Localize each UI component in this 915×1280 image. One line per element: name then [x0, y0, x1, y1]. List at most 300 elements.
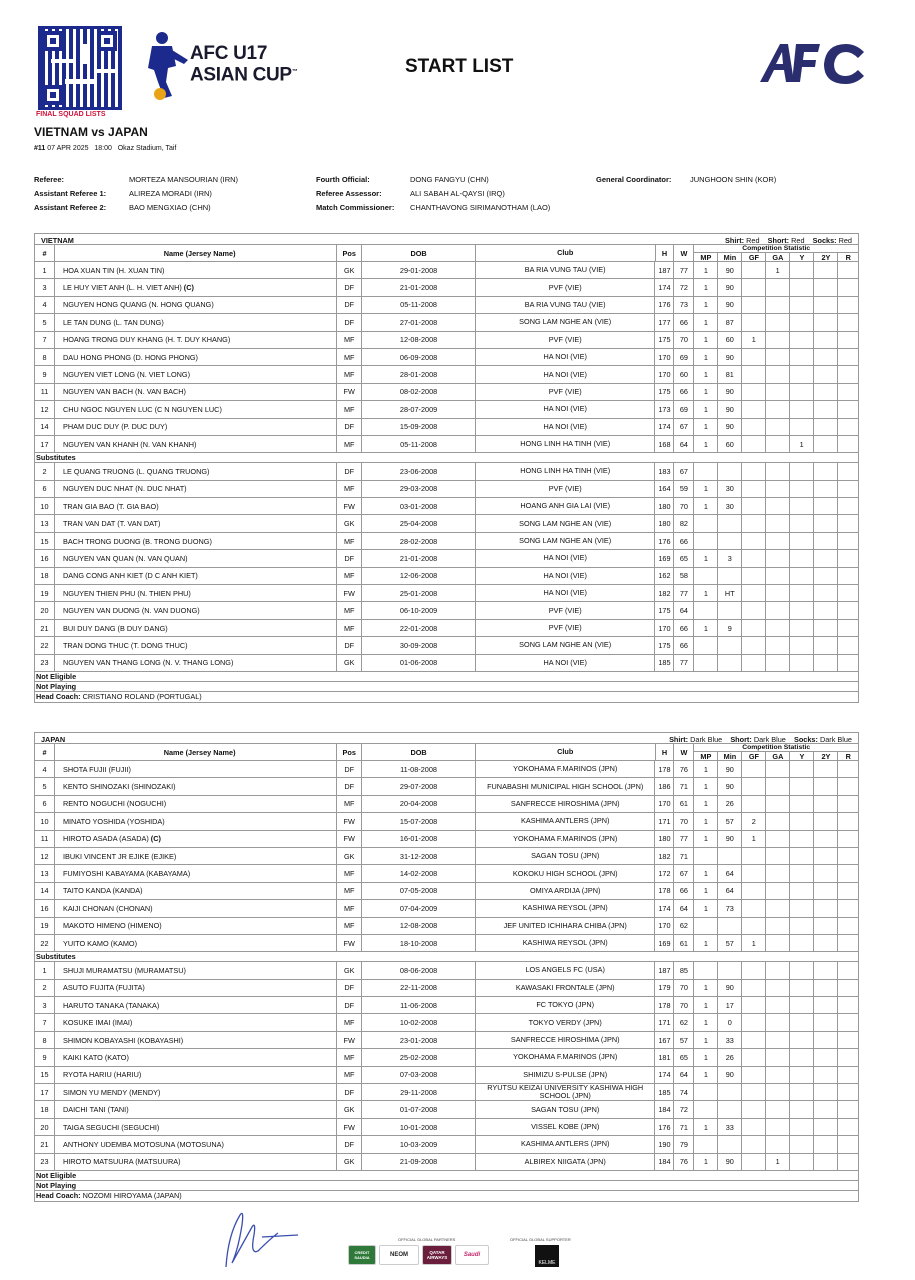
player-name: [55, 1014, 337, 1030]
stat-ga: [766, 778, 790, 794]
player-height: 186: [655, 778, 674, 794]
player-position: GK: [337, 848, 362, 864]
stat-gf: [742, 314, 766, 330]
stat-mp: [694, 602, 718, 618]
player-height: 170: [655, 366, 674, 382]
stat-r: [838, 419, 858, 435]
player-position: DF: [337, 419, 362, 435]
player-dob: 20-04-2008: [362, 796, 476, 812]
player-name-text: NGUYEN VIET LONG (N. VIET LONG): [62, 370, 190, 380]
stat-2y: [814, 515, 838, 531]
player-club: PVF (VIE): [476, 332, 656, 348]
player-weight: 71: [674, 848, 694, 864]
captain-marker: (C): [150, 834, 161, 844]
player-weight: 58: [674, 568, 694, 584]
stat-gf: [742, 1084, 766, 1100]
player-name-text: BUI DUY DANG (B DUY DANG): [62, 623, 168, 633]
player-weight: 82: [674, 515, 694, 531]
stat-ga: [766, 515, 790, 531]
stat-min: 26: [718, 1049, 742, 1065]
player-height: 176: [655, 297, 674, 313]
stat-min: [718, 533, 742, 549]
stat-y: 1: [790, 436, 814, 452]
stat-mp: 1: [694, 314, 718, 330]
player-row: [35, 813, 858, 830]
stat-r: [838, 498, 858, 514]
player-height: 181: [655, 1049, 674, 1065]
stat-ga: 1: [766, 262, 790, 278]
stat-gf: [742, 515, 766, 531]
player-club: BA RIA VUNG TAU (VIE): [476, 297, 656, 313]
player-name-text: IBUKI VINCENT JR EJIKE (EJIKE): [62, 851, 177, 861]
stat-col-y: Y: [790, 253, 814, 262]
player-dob: 01-06-2008: [362, 655, 476, 671]
not-eligible-label: Not Eligible: [35, 1171, 858, 1181]
stat-r: [838, 602, 858, 618]
tournament-title: [190, 45, 298, 84]
player-club: PVF (VIE): [476, 602, 656, 618]
stat-r: [838, 962, 858, 978]
player-weight: 67: [674, 419, 694, 435]
player-position: DF: [337, 980, 362, 996]
player-row: [35, 1084, 858, 1101]
player-number: 17: [35, 436, 55, 452]
player-height: 171: [655, 1014, 674, 1030]
official-row: Referee: MORTEZA MANSOURIAN (IRN): [34, 175, 239, 184]
stat-ga: [766, 883, 790, 899]
stat-col-r: R: [845, 751, 851, 760]
stat-2y: [814, 463, 838, 479]
player-weight: 77: [674, 585, 694, 601]
player-row: [35, 481, 858, 498]
player-number: 23: [35, 655, 55, 671]
player-height: 174: [655, 1067, 674, 1083]
player-row: [35, 498, 858, 515]
stat-gf: [742, 533, 766, 549]
captain-marker: (C): [183, 283, 194, 293]
stat-min: 90: [718, 831, 742, 847]
stat-r: [838, 865, 858, 881]
stat-min: [718, 1101, 742, 1117]
player-name: [55, 1119, 337, 1135]
stat-2y: [814, 1119, 838, 1135]
player-dob: 10-03-2009: [362, 1136, 476, 1152]
stat-r: [838, 1119, 858, 1135]
stat-mp: [694, 962, 718, 978]
player-weight: 77: [674, 831, 694, 847]
stat-r: [838, 585, 858, 601]
player-club: KASHIMA ANTLERS (JPN): [476, 1136, 656, 1152]
player-row: [35, 262, 858, 279]
player-club: FC TOKYO (JPN): [476, 997, 656, 1013]
player-height: 170: [655, 620, 674, 636]
player-row: [35, 384, 858, 401]
stat-gf: [742, 384, 766, 400]
stat-2y: [814, 262, 838, 278]
stat-y: [790, 1084, 814, 1100]
player-position: MF: [337, 332, 362, 348]
player-dob: 10-02-2008: [362, 1014, 476, 1030]
player-height: 172: [655, 865, 674, 881]
player-club: HONG LINH HA TINH (VIE): [476, 436, 656, 452]
stat-r: [838, 1154, 858, 1170]
player-dob: 21-09-2008: [362, 1154, 476, 1170]
stat-2y: [814, 655, 838, 671]
col-h: H: [656, 245, 675, 261]
sponsor-neom: NEOM: [379, 1245, 419, 1265]
player-dob: 23-06-2008: [362, 463, 476, 479]
player-name: [55, 498, 337, 514]
stat-y: [790, 498, 814, 514]
player-weight: 71: [674, 1119, 694, 1135]
stat-y: [790, 463, 814, 479]
officials-col1: [34, 173, 238, 215]
stat-mp: 1: [694, 761, 718, 777]
player-row: [35, 314, 858, 331]
player-name-text: TAIGA SEGUCHI (SEGUCHI): [62, 1122, 160, 1132]
player-number: 16: [35, 900, 55, 916]
player-weight: 67: [674, 865, 694, 881]
official-row: Assistant Referee 2: BAO MENGXIAO (CHN): [34, 203, 211, 212]
stat-2y: [814, 279, 838, 295]
player-club: YOKOHAMA F.MARINOS (JPN): [476, 1049, 656, 1065]
stat-mp: [694, 655, 718, 671]
stat-mp: 1: [694, 550, 718, 566]
stat-mp: 1: [694, 1049, 718, 1065]
team-table-japan: [34, 732, 859, 1202]
player-weight: 66: [674, 384, 694, 400]
stat-mp: 1: [694, 384, 718, 400]
player-dob: 07-03-2008: [362, 1067, 476, 1083]
player-position: FW: [337, 1119, 362, 1135]
stat-gf: [742, 962, 766, 978]
player-number: 5: [35, 314, 55, 330]
stat-y: [790, 865, 814, 881]
column-header: [35, 245, 858, 262]
player-club: PVF (VIE): [476, 481, 656, 497]
player-number: 9: [35, 366, 55, 382]
player-row: [35, 419, 858, 436]
stat-y: [790, 401, 814, 417]
stat-r: [838, 279, 858, 295]
stat-2y: [814, 1067, 838, 1083]
player-weight: 79: [674, 1136, 694, 1152]
player-position: MF: [337, 900, 362, 916]
stat-r: [838, 813, 858, 829]
stat-r: [838, 761, 858, 777]
stat-r: [838, 550, 858, 566]
player-name-text: DAICHI TANI (TANI): [62, 1105, 129, 1115]
stat-r: [838, 366, 858, 382]
player-name-text: LE HUY VIET ANH (L. H. VIET ANH): [62, 283, 182, 293]
col-pos: Pos: [337, 744, 362, 760]
player-row: [35, 1049, 858, 1066]
player-position: DF: [337, 637, 362, 653]
player-name: [55, 1101, 337, 1117]
player-name: [55, 980, 337, 996]
stat-mp: 1: [694, 419, 718, 435]
stat-mp: [694, 1136, 718, 1152]
stat-mp: 1: [694, 1154, 718, 1170]
player-weight: 70: [674, 332, 694, 348]
stat-gf: [742, 498, 766, 514]
col-no: #: [35, 245, 55, 261]
player-row: [35, 568, 858, 585]
col-club: Club: [476, 744, 656, 760]
player-name: [55, 1136, 337, 1152]
stat-col-r: R: [845, 252, 851, 261]
substitutes-label: Substitutes: [35, 453, 858, 463]
player-name-text: KAIKI KATO (KATO): [62, 1052, 129, 1062]
stat-gf: [742, 848, 766, 864]
player-weight: 64: [674, 1067, 694, 1083]
stat-mp: [694, 515, 718, 531]
stat-min: 81: [718, 366, 742, 382]
stat-min: 0: [718, 1014, 742, 1030]
stat-ga: [766, 980, 790, 996]
stat-r: [838, 997, 858, 1013]
player-club: YOKOHAMA F.MARINOS (JPN): [476, 831, 656, 847]
stat-gf: [742, 900, 766, 916]
player-weight: 72: [674, 279, 694, 295]
player-weight: 61: [674, 935, 694, 951]
player-number: 4: [35, 297, 55, 313]
stat-mp: 1: [694, 980, 718, 996]
col-name: Name (Jersey Name): [55, 245, 337, 261]
stat-mp: 1: [694, 831, 718, 847]
stat-min: 30: [718, 481, 742, 497]
player-dob: 14-02-2008: [362, 865, 476, 881]
stat-y: [790, 533, 814, 549]
player-name: [55, 883, 337, 899]
stat-ga: [766, 568, 790, 584]
player-dob: 29-11-2008: [362, 1084, 476, 1100]
player-row: [35, 515, 858, 532]
player-club: SONG LAM NGHE AN (VIE): [476, 314, 656, 330]
player-name-text: HARUTO TANAKA (TANAKA): [62, 1000, 160, 1010]
team-table-vietnam: [34, 233, 859, 703]
player-name-text: LE TAN DUNG (L. TAN DUNG): [62, 317, 164, 327]
stat-y: [790, 778, 814, 794]
player-number: 17: [35, 1084, 55, 1100]
player-height: 184: [655, 1154, 674, 1170]
player-position: MF: [337, 1049, 362, 1065]
player-weight: 66: [674, 533, 694, 549]
player-height: 187: [655, 262, 674, 278]
player-number: 19: [35, 918, 55, 934]
stat-ga: [766, 297, 790, 313]
player-number: 15: [35, 1067, 55, 1083]
player-name-text: NGUYEN VAN KHANH (N. VAN KHANH): [62, 439, 197, 449]
player-position: MF: [337, 883, 362, 899]
player-number: 11: [35, 384, 55, 400]
player-dob: 12-08-2008: [362, 918, 476, 934]
player-dob: 28-02-2008: [362, 533, 476, 549]
stat-ga: [766, 831, 790, 847]
player-number: 7: [35, 1014, 55, 1030]
stat-ga: [766, 848, 790, 864]
stat-y: [790, 550, 814, 566]
player-row: [35, 980, 858, 997]
col-stats: [694, 245, 858, 261]
player-name: [55, 620, 337, 636]
player-dob: 15-07-2008: [362, 813, 476, 829]
stat-mp: [694, 568, 718, 584]
stat-2y: [814, 498, 838, 514]
player-name: [55, 279, 337, 295]
player-name: [55, 366, 337, 382]
player-position: DF: [337, 463, 362, 479]
stat-min: 90: [718, 761, 742, 777]
player-name-text: HOA XUAN TIN (H. XUAN TIN): [62, 265, 165, 275]
player-dob: 22-01-2008: [362, 620, 476, 636]
stat-min: 30: [718, 498, 742, 514]
stat-col-2y: 2Y: [814, 253, 838, 262]
stat-r: [838, 831, 858, 847]
player-name-text: DANG CONG ANH KIET (D C ANH KIET): [62, 571, 198, 581]
player-weight: 76: [674, 1154, 694, 1170]
player-name: [55, 463, 337, 479]
player-name: [55, 533, 337, 549]
stat-ga: [766, 366, 790, 382]
stat-min: [718, 655, 742, 671]
player-row: [35, 997, 858, 1014]
player-dob: 29-07-2008: [362, 778, 476, 794]
player-weight: 61: [674, 796, 694, 812]
stat-ga: [766, 620, 790, 636]
stat-gf: [742, 1101, 766, 1117]
stat-min: 87: [718, 314, 742, 330]
player-weight: 65: [674, 550, 694, 566]
stat-y: [790, 997, 814, 1013]
stat-col-mp: MP: [694, 752, 718, 761]
player-dob: 29-01-2008: [362, 262, 476, 278]
stat-y: [790, 1101, 814, 1117]
player-height: 169: [655, 935, 674, 951]
sponsor-saudi: Saudi: [455, 1245, 489, 1265]
player-dob: 18-10-2008: [362, 935, 476, 951]
player-club: KOKOKU HIGH SCHOOL (JPN): [476, 865, 656, 881]
stat-r: [838, 262, 858, 278]
stat-r: [838, 481, 858, 497]
player-height: 170: [655, 918, 674, 934]
player-name: [55, 515, 337, 531]
player-weight: 65: [674, 1049, 694, 1065]
player-position: DF: [337, 297, 362, 313]
player-name-text: FUMIYOSHI KABAYAMA (KABAYAMA): [62, 869, 191, 879]
player-height: 180: [655, 498, 674, 514]
team-header: [35, 234, 858, 245]
player-row: [35, 401, 858, 418]
stat-2y: [814, 813, 838, 829]
player-row: [35, 900, 858, 917]
player-number: 8: [35, 349, 55, 365]
player-name: [55, 349, 337, 365]
stat-ga: [766, 1032, 790, 1048]
stat-r: [838, 1032, 858, 1048]
player-dob: 27-01-2008: [362, 314, 476, 330]
stat-gf: 1: [742, 332, 766, 348]
player-name: [55, 297, 337, 313]
player-height: 174: [655, 900, 674, 916]
player-name-text: NGUYEN VAN THANG LONG (N. V. THANG LONG): [62, 658, 234, 668]
player-weight: 70: [674, 997, 694, 1013]
stat-y: [790, 481, 814, 497]
player-height: 169: [655, 550, 674, 566]
stat-ga: [766, 533, 790, 549]
player-name-text: KENTO SHINOZAKI (SHINOZAKI): [62, 782, 176, 792]
player-position: GK: [337, 962, 362, 978]
player-dob: 07-05-2008: [362, 883, 476, 899]
stat-min: 57: [718, 813, 742, 829]
stat-2y: [814, 585, 838, 601]
player-name-text: DAU HONG PHONG (D. HONG PHONG): [62, 352, 198, 362]
stat-2y: [814, 1032, 838, 1048]
player-number: 6: [35, 481, 55, 497]
player-dob: 10-01-2008: [362, 1119, 476, 1135]
stat-r: [838, 515, 858, 531]
player-row: [35, 778, 858, 795]
player-club: SANFRECCE HIROSHIMA (JPN): [476, 1032, 656, 1048]
player-weight: 70: [674, 813, 694, 829]
match-venue: Okaz Stadium, Taif: [117, 145, 177, 152]
player-club: PVF (VIE): [476, 384, 656, 400]
stat-min: [718, 1136, 742, 1152]
player-name-text: RYOTA HARIU (HARIU): [62, 1070, 142, 1080]
player-club: KASHIWA REYSOL (JPN): [476, 900, 656, 916]
player-position: GK: [337, 655, 362, 671]
player-row: [35, 463, 858, 480]
stat-ga: [766, 900, 790, 916]
officials-col3: [596, 173, 776, 187]
stat-min: 60: [718, 436, 742, 452]
stat-2y: [814, 1049, 838, 1065]
stat-mp: 1: [694, 997, 718, 1013]
player-row: [35, 332, 858, 349]
stat-gf: [742, 1049, 766, 1065]
team-name: VIETNAM: [41, 236, 74, 245]
player-number: 18: [35, 1101, 55, 1117]
player-height: 185: [655, 1084, 674, 1100]
player-number: 1: [35, 962, 55, 978]
player-row: [35, 349, 858, 366]
stat-col-gf: GF: [742, 752, 766, 761]
not-playing-label: Not Playing: [35, 1181, 858, 1191]
stat-y: [790, 848, 814, 864]
qr-code[interactable]: [38, 26, 122, 110]
stat-gf: [742, 262, 766, 278]
player-row: [35, 1154, 858, 1171]
stat-gf: [742, 585, 766, 601]
player-name-text: CHU NGOC NGUYEN LUC (C N NGUYEN LUC): [62, 404, 222, 414]
stat-min: 60: [718, 332, 742, 348]
player-club: HA NOI (VIE): [476, 419, 656, 435]
stat-r: [838, 332, 858, 348]
player-height: 179: [655, 980, 674, 996]
player-height: 173: [655, 401, 674, 417]
player-height: 176: [655, 533, 674, 549]
player-row: [35, 1032, 858, 1049]
stat-2y: [814, 778, 838, 794]
player-name-text: HIROTO ASADA (ASADA): [62, 834, 149, 844]
player-weight: 77: [674, 655, 694, 671]
player-height: 178: [655, 997, 674, 1013]
stat-mp: 1: [694, 262, 718, 278]
stat-r: [838, 533, 858, 549]
player-name: [55, 436, 337, 452]
player-position: MF: [337, 366, 362, 382]
stat-2y: [814, 297, 838, 313]
